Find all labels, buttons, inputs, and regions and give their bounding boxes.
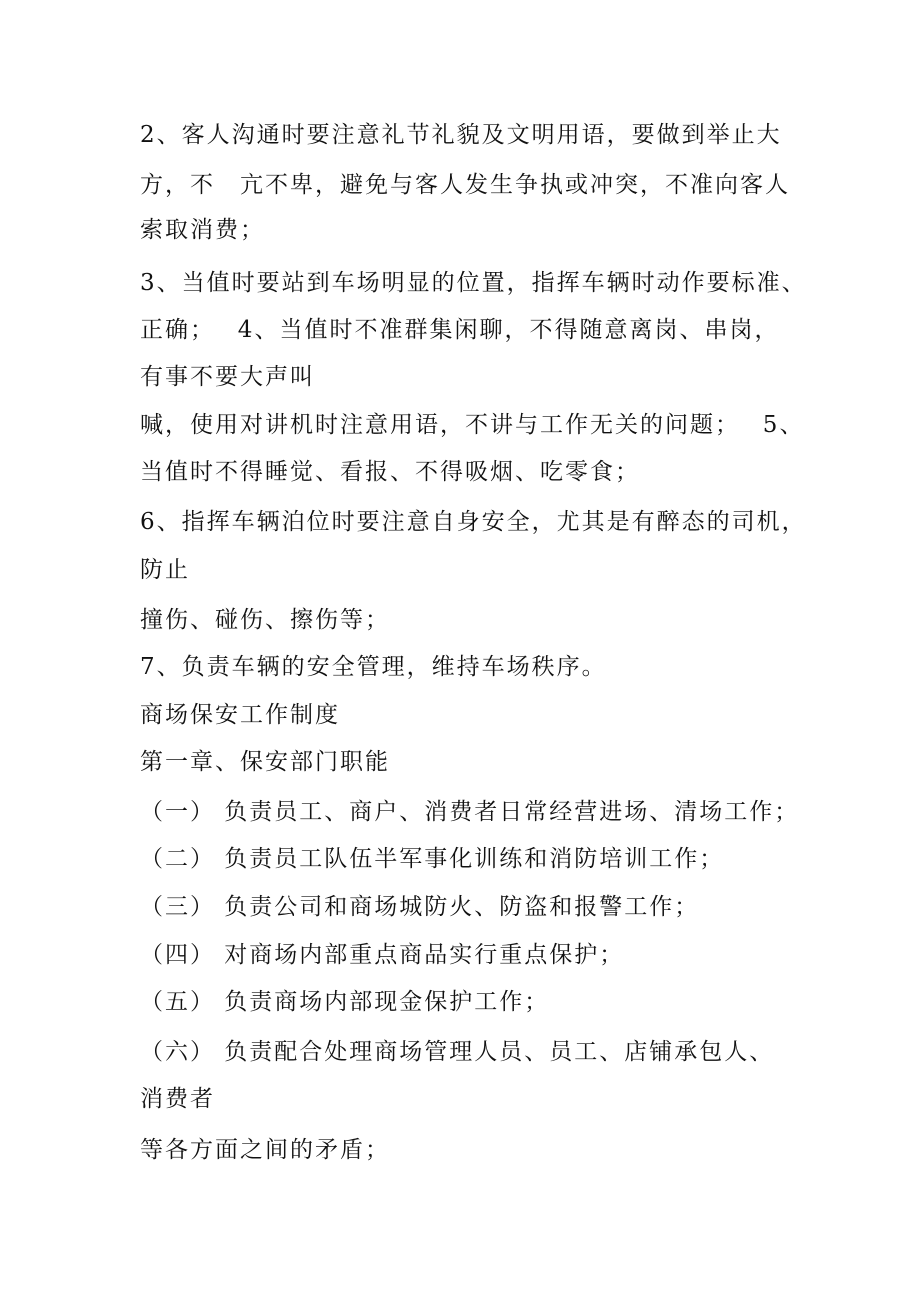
list-item: （四） 对商场内部重点商品实行重点保护； [140,942,625,968]
text-line: 撞伤、碰伤、擦伤等； [140,607,390,633]
list-item: （六） 负责配合处理商场管理人员、员工、店铺承包人、 [140,1039,775,1065]
text-line: 防止 [140,557,190,583]
text-line: 7、负责车辆的安全管理，维持车场秩序。 [140,654,607,680]
text-line: 方，不 亢不卑，避免与客人发生争执或冲突，不准向客人 [140,172,790,198]
text-line: 正确； 4、当值时不准群集闲聊，不得随意离岗、串岗， [140,317,780,343]
chapter-heading: 第一章、保安部门职能 [140,749,390,775]
text-line: 6、指挥车辆泊位时要注意自身安全，尤其是有醉态的司机， [140,509,807,535]
list-item: （二） 负责员工队伍半军事化训练和消防培训工作； [140,846,725,872]
list-item-continuation: 消费者 [140,1086,215,1112]
text-line: 索取消费； [140,217,265,243]
text-line: 3、当值时要站到车场明显的位置，指挥车辆时动作要标准、 [140,270,807,296]
text-line: 当值时不得睡觉、看报、不得吸烟、吃零食； [140,459,640,485]
list-item: （五） 负责商场内部现金保护工作； [140,989,550,1015]
list-item-continuation: 等各方面之间的矛盾； [140,1137,390,1163]
section-title: 商场保安工作制度 [140,702,340,728]
list-item: （一） 负责员工、商户、消费者日常经营进场、清场工作； [140,799,800,825]
text-line: 喊，使用对讲机时注意用语，不讲与工作无关的问题； 5、 [140,412,805,438]
text-line: 2、客人沟通时要注意礼节礼貌及文明用语，要做到举止大 [140,122,782,148]
text-line: 有事不要大声叫 [140,364,315,390]
list-item: （三） 负责公司和商场城防火、防盗和报警工作； [140,894,700,920]
